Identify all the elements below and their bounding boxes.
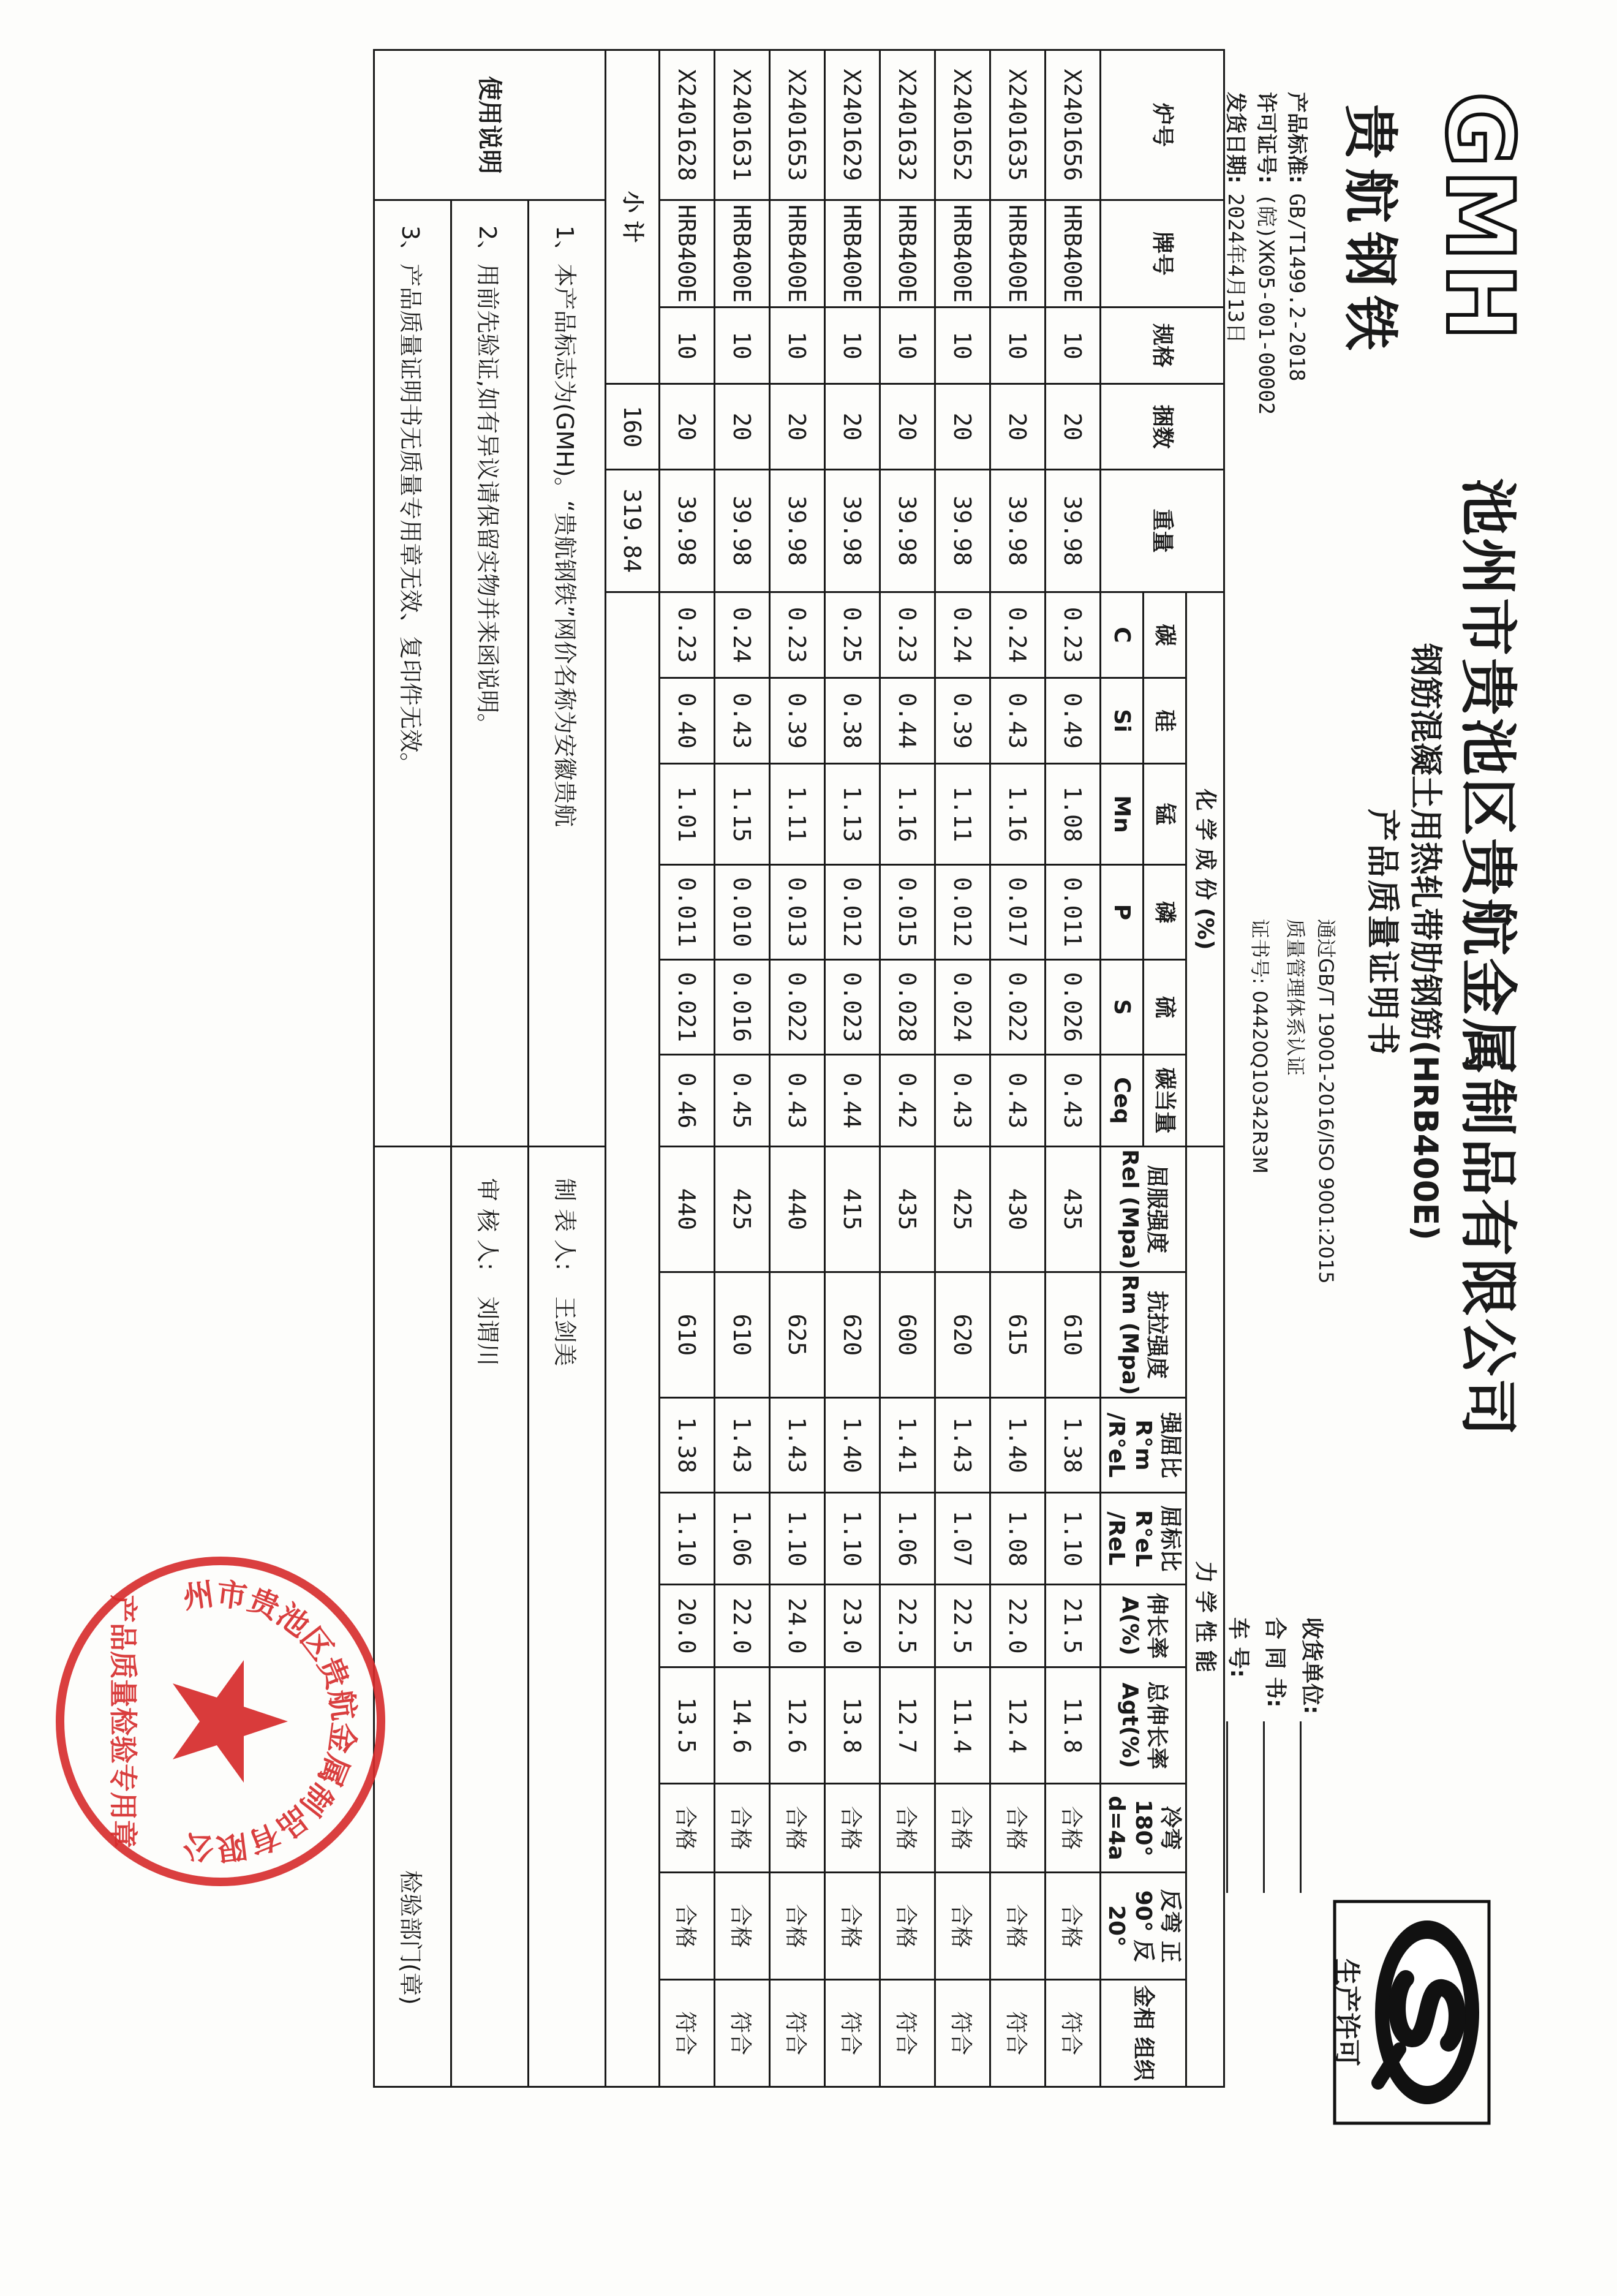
chem-sym-p: P <box>1101 865 1144 960</box>
cell-si: 0.43 <box>990 678 1046 764</box>
date-line <box>1223 92 1253 344</box>
cell-mn: 1.13 <box>825 764 880 865</box>
receiver-unit-line <box>1300 1721 1302 1893</box>
chem-cn-s: 硫 <box>1144 960 1186 1055</box>
cell-strength-ratio: 1.40 <box>825 1398 880 1493</box>
cell-yield-ratio: 1.10 <box>660 1493 715 1585</box>
cell-yield-ratio: 1.10 <box>825 1493 880 1585</box>
standard-label: 产品标准: <box>1284 92 1309 184</box>
cell-grade: HRB400E <box>715 200 770 308</box>
cell-c: 0.24 <box>715 592 770 678</box>
cell-c: 0.24 <box>935 592 990 678</box>
system-line: 质量管理体系认证 <box>1284 919 1307 1076</box>
cell-yield: 440 <box>770 1147 825 1272</box>
cell-yield-ratio: 1.10 <box>770 1493 825 1585</box>
mech-total-elongation: 总伸长率 Agt(%) <box>1101 1667 1186 1784</box>
cell-s: 0.024 <box>935 960 990 1055</box>
date-label: 发货日期: <box>1223 92 1248 184</box>
maker-line <box>529 1147 606 2087</box>
cell-yield: 415 <box>825 1147 880 1272</box>
chem-sym-ceq: Ceq <box>1101 1055 1144 1147</box>
cell-weight: 39.98 <box>935 470 990 592</box>
cell-s: 0.023 <box>825 960 880 1055</box>
cell-bundles: 20 <box>935 384 990 470</box>
note-item: 2、用前先验证,如有异议请保留实物并来函说明。 <box>451 200 529 1147</box>
cell-weight: 39.98 <box>715 470 770 592</box>
car-number-label: 车 号: <box>1226 1617 1251 1678</box>
cell-metallography: 符合 <box>880 1980 935 2087</box>
cell-total-elongation: 11.4 <box>935 1667 990 1784</box>
cell-strength-ratio: 1.38 <box>660 1398 715 1493</box>
col-weight: 重量 <box>1101 470 1224 592</box>
cell-p: 0.017 <box>990 865 1046 960</box>
cell-spec: 10 <box>1046 308 1101 384</box>
cell-ceq: 0.43 <box>935 1055 990 1147</box>
cell-yield-ratio: 1.07 <box>935 1493 990 1585</box>
cell-reverse-bend: 合格 <box>935 1873 990 1980</box>
cell-metallography: 符合 <box>990 1980 1046 2087</box>
cell-mn: 1.16 <box>990 764 1046 865</box>
cell-reverse-bend: 合格 <box>990 1873 1046 1980</box>
table-row <box>880 50 935 2087</box>
chem-cn-si: 硅 <box>1144 678 1186 764</box>
cell-ceq: 0.43 <box>770 1055 825 1147</box>
mech-yield: 屈服强度 Rel (Mpa) <box>1101 1147 1186 1272</box>
subtotal-row <box>606 50 660 2087</box>
table-row <box>715 50 770 2087</box>
col-grade: 牌号 <box>1101 200 1224 308</box>
note-item: 3、产品质量证明书无质量专用章无效、复印件无效。 <box>374 200 451 1147</box>
cell-c: 0.25 <box>825 592 880 678</box>
cell-total-elongation: 11.8 <box>1046 1667 1101 1784</box>
maker-label: 制 表 人: <box>551 1178 578 1271</box>
logo-mark: GMH <box>1426 92 1532 343</box>
cell-p: 0.010 <box>715 865 770 960</box>
cell-metallography: 符合 <box>1046 1980 1101 2087</box>
standard-line <box>1284 92 1314 382</box>
table-row <box>990 50 1046 2087</box>
cell-yield: 430 <box>990 1147 1046 1272</box>
cell-tensile: 625 <box>770 1272 825 1398</box>
license-label: 许可证号: <box>1254 92 1278 184</box>
cell-reverse-bend: 合格 <box>770 1873 825 1980</box>
table-row <box>770 50 825 2087</box>
cell-weight: 39.98 <box>880 470 935 592</box>
cert-number: 证书号: 04420Q10342R3M <box>1248 919 1272 1174</box>
inspection-stamp <box>49 1550 392 1893</box>
cell-spec: 10 <box>770 308 825 384</box>
company-name: 池州市贵池区贵航金属制品有限公司 <box>1454 478 1521 1439</box>
notes-row-2 <box>451 50 529 2087</box>
cell-grade: HRB400E <box>825 200 880 308</box>
cell-furnace-no: X2401628 <box>660 50 715 200</box>
cell-strength-ratio: 1.40 <box>990 1398 1046 1493</box>
stamp-seal-icon <box>49 1550 392 1893</box>
cell-p: 0.011 <box>1046 865 1101 960</box>
cell-metallography: 符合 <box>935 1980 990 2087</box>
cell-total-elongation: 14.6 <box>715 1667 770 1784</box>
cell-mn: 1.11 <box>935 764 990 865</box>
cell-cold-bend: 合格 <box>660 1784 715 1873</box>
contract-label: 合 同 书: <box>1262 1617 1287 1708</box>
quality-table <box>373 49 1225 2088</box>
cell-tensile: 610 <box>660 1272 715 1398</box>
cell-si: 0.39 <box>935 678 990 764</box>
cell-tensile: 610 <box>1046 1272 1101 1398</box>
product-title: 钢筋混凝土用热轧带肋钢筋(HRB400E) <box>1406 643 1445 1241</box>
cell-spec: 10 <box>990 308 1046 384</box>
subtotal-empty <box>606 592 660 2087</box>
date-value: 2024年4月13日 <box>1223 193 1248 344</box>
cell-reverse-bend: 合格 <box>880 1873 935 1980</box>
chem-cn-p: 磷 <box>1144 865 1186 960</box>
cell-ceq: 0.42 <box>880 1055 935 1147</box>
cell-mn: 1.01 <box>660 764 715 865</box>
maker-name: 王剑美 <box>551 1296 578 1367</box>
table-row <box>1046 50 1101 2087</box>
cell-total-elongation: 12.4 <box>990 1667 1046 1784</box>
contract-line <box>1263 1721 1265 1893</box>
cell-elongation: 22.0 <box>715 1585 770 1667</box>
certificate-title: 产品质量证明书 <box>1363 809 1402 1057</box>
cell-furnace-no: X2401656 <box>1046 50 1101 200</box>
chem-cn-ceq: 碳当量 <box>1144 1055 1186 1147</box>
car-number-line <box>1226 1721 1228 1893</box>
inspection-dept-label: 检验部门(章) <box>397 1870 424 2005</box>
cell-metallography: 符合 <box>770 1980 825 2087</box>
cell-bundles: 20 <box>660 384 715 470</box>
cell-furnace-no: X2401631 <box>715 50 770 200</box>
cell-cold-bend: 合格 <box>825 1784 880 1873</box>
cell-si: 0.39 <box>770 678 825 764</box>
cell-mn: 1.15 <box>715 764 770 865</box>
cell-reverse-bend: 合格 <box>825 1873 880 1980</box>
cell-si: 0.40 <box>660 678 715 764</box>
cell-p: 0.015 <box>880 865 935 960</box>
cell-elongation: 22.0 <box>990 1585 1046 1667</box>
cell-cold-bend: 合格 <box>715 1784 770 1873</box>
cell-cold-bend: 合格 <box>770 1784 825 1873</box>
cell-grade: HRB400E <box>660 200 715 308</box>
cell-c: 0.23 <box>660 592 715 678</box>
cell-cold-bend: 合格 <box>990 1784 1046 1873</box>
cell-s: 0.026 <box>1046 960 1101 1055</box>
cell-mn: 1.08 <box>1046 764 1101 865</box>
qs-license-logo <box>1332 1899 1491 2126</box>
cell-s: 0.028 <box>880 960 935 1055</box>
cell-bundles: 20 <box>990 384 1046 470</box>
chem-cn-c: 碳 <box>1144 592 1186 678</box>
cell-elongation: 22.5 <box>935 1585 990 1667</box>
cell-yield: 435 <box>1046 1147 1101 1272</box>
cell-si: 0.43 <box>715 678 770 764</box>
cell-grade: HRB400E <box>1046 200 1101 308</box>
cell-tensile: 600 <box>880 1272 935 1398</box>
stamp-bottom-text: 产品质量检验专用章 <box>107 1595 140 1848</box>
col-bundles: 捆数 <box>1101 384 1224 470</box>
license-value: (皖)XK05-001-00002 <box>1254 193 1278 415</box>
cell-si: 0.44 <box>880 678 935 764</box>
cell-grade: HRB400E <box>990 200 1046 308</box>
cell-yield-ratio: 1.08 <box>990 1493 1046 1585</box>
table-row <box>825 50 880 2087</box>
cell-yield: 440 <box>660 1147 715 1272</box>
cell-strength-ratio: 1.43 <box>935 1398 990 1493</box>
mech-reverse-bend: 反弯 正90° 反20° <box>1101 1873 1186 1980</box>
cell-yield-ratio: 1.06 <box>880 1493 935 1585</box>
checker-name: 刘谓川 <box>474 1296 501 1367</box>
mech-tensile: 抗拉强度 Rm (Mpa) <box>1101 1272 1186 1398</box>
company-logo <box>1329 92 1532 435</box>
cell-yield-ratio: 1.06 <box>715 1493 770 1585</box>
cell-weight: 39.98 <box>660 470 715 592</box>
cell-si: 0.49 <box>1046 678 1101 764</box>
cell-grade: HRB400E <box>770 200 825 308</box>
col-spec: 规格 <box>1101 308 1224 384</box>
cell-elongation: 23.0 <box>825 1585 880 1667</box>
cell-grade: HRB400E <box>880 200 935 308</box>
cell-tensile: 620 <box>935 1272 990 1398</box>
cell-bundles: 20 <box>825 384 880 470</box>
cell-si: 0.38 <box>825 678 880 764</box>
cell-mn: 1.11 <box>770 764 825 865</box>
cell-strength-ratio: 1.43 <box>770 1398 825 1493</box>
data-rows <box>660 50 1101 2087</box>
chem-sym-c: C <box>1101 592 1144 678</box>
cell-p: 0.013 <box>770 865 825 960</box>
cell-cold-bend: 合格 <box>1046 1784 1101 1873</box>
cell-ceq: 0.44 <box>825 1055 880 1147</box>
chem-cn-mn: 锰 <box>1144 764 1186 865</box>
cell-furnace-no: X2401632 <box>880 50 935 200</box>
mech-elongation: 伸长率 A(%) <box>1101 1585 1186 1667</box>
cell-yield: 435 <box>880 1147 935 1272</box>
cell-grade: HRB400E <box>935 200 990 308</box>
cell-cold-bend: 合格 <box>935 1784 990 1873</box>
cell-total-elongation: 13.5 <box>660 1667 715 1784</box>
cell-bundles: 20 <box>770 384 825 470</box>
cell-weight: 39.98 <box>1046 470 1101 592</box>
col-chem-group: 化 学 成 份 (%) <box>1186 592 1224 1147</box>
cell-spec: 10 <box>715 308 770 384</box>
cell-bundles: 20 <box>880 384 935 470</box>
cell-spec: 10 <box>660 308 715 384</box>
cell-furnace-no: X2401629 <box>825 50 880 200</box>
cell-elongation: 20.0 <box>660 1585 715 1667</box>
cell-furnace-no: X2401653 <box>770 50 825 200</box>
cell-furnace-no: X2401652 <box>935 50 990 200</box>
license-line <box>1253 92 1283 415</box>
cell-p: 0.012 <box>935 865 990 960</box>
cell-metallography: 符合 <box>660 1980 715 2087</box>
notes-label: 使用说明 <box>374 50 606 200</box>
cell-tensile: 615 <box>990 1272 1046 1398</box>
cell-bundles: 20 <box>715 384 770 470</box>
mech-yield-ratio: 屈标比 R°eL /ReL <box>1101 1493 1186 1585</box>
cell-cold-bend: 合格 <box>880 1784 935 1873</box>
cell-strength-ratio: 1.43 <box>715 1398 770 1493</box>
cell-spec: 10 <box>880 308 935 384</box>
cell-s: 0.022 <box>990 960 1046 1055</box>
cell-mn: 1.16 <box>880 764 935 865</box>
cell-reverse-bend: 合格 <box>1046 1873 1101 1980</box>
mech-metallography: 金相 组织 <box>1101 1980 1186 2087</box>
cell-ceq: 0.43 <box>990 1055 1046 1147</box>
cell-ceq: 0.43 <box>1046 1055 1101 1147</box>
cell-s: 0.021 <box>660 960 715 1055</box>
cell-reverse-bend: 合格 <box>660 1873 715 1980</box>
cell-bundles: 20 <box>1046 384 1101 470</box>
stamp-ring-text: 州市贵池区贵航金属制品有限公 <box>181 1576 362 1867</box>
cell-elongation: 24.0 <box>770 1585 825 1667</box>
qs-text: 生产许可 <box>1331 1958 1362 2066</box>
cell-elongation: 21.5 <box>1046 1585 1101 1667</box>
chem-sym-si: Si <box>1101 678 1144 764</box>
cell-yield: 425 <box>935 1147 990 1272</box>
chem-sym-s: S <box>1101 960 1144 1055</box>
chem-sym-mn: Mn <box>1101 764 1144 865</box>
cell-ceq: 0.46 <box>660 1055 715 1147</box>
table-row <box>935 50 990 2087</box>
checker-label: 审 核 人: <box>474 1178 501 1271</box>
cell-total-elongation: 12.7 <box>880 1667 935 1784</box>
subtotal-label: 小 计 <box>606 50 660 384</box>
cell-p: 0.012 <box>825 865 880 960</box>
standard-value: GB/T1499.2-2018 <box>1284 193 1309 382</box>
cell-weight: 39.98 <box>825 470 880 592</box>
cell-yield: 425 <box>715 1147 770 1272</box>
cell-tensile: 610 <box>715 1272 770 1398</box>
cell-c: 0.23 <box>880 592 935 678</box>
cell-yield-ratio: 1.10 <box>1046 1493 1101 1585</box>
cell-c: 0.23 <box>1046 592 1101 678</box>
cell-spec: 10 <box>935 308 990 384</box>
cell-reverse-bend: 合格 <box>715 1873 770 1980</box>
logo-name: 贵航钢铁 <box>1338 104 1402 359</box>
mech-strength-ratio: 强屈比 R°m /R°eL <box>1101 1398 1186 1493</box>
cell-elongation: 22.5 <box>880 1585 935 1667</box>
cell-spec: 10 <box>825 308 880 384</box>
cell-strength-ratio: 1.41 <box>880 1398 935 1493</box>
cell-weight: 39.98 <box>990 470 1046 592</box>
mech-cold-bend: 冷弯 180° d=4a <box>1101 1784 1186 1873</box>
cell-ceq: 0.45 <box>715 1055 770 1147</box>
cell-metallography: 符合 <box>825 1980 880 2087</box>
cell-s: 0.016 <box>715 960 770 1055</box>
subtotal-bundles: 160 <box>606 384 660 470</box>
cell-weight: 39.98 <box>770 470 825 592</box>
cell-total-elongation: 12.6 <box>770 1667 825 1784</box>
cell-metallography: 符合 <box>715 1980 770 2087</box>
col-furnace: 炉号 <box>1101 50 1224 200</box>
cell-tensile: 620 <box>825 1272 880 1398</box>
table-row <box>660 50 715 2087</box>
col-mech-group: 力 学 性 能 <box>1186 1147 1224 2087</box>
header-row-1 <box>1186 50 1224 2087</box>
receiver-unit-label: 收货单位: <box>1299 1617 1324 1715</box>
subtotal-weight: 319.84 <box>606 470 660 592</box>
cell-s: 0.022 <box>770 960 825 1055</box>
cell-furnace-no: X2401635 <box>990 50 1046 200</box>
cell-c: 0.23 <box>770 592 825 678</box>
notes-row-1 <box>529 50 606 2087</box>
cell-p: 0.011 <box>660 865 715 960</box>
iso-line: 通过GB/T 19001-2016/ISO 9001:2015 <box>1314 919 1338 1284</box>
checker-line <box>451 1147 529 2087</box>
note-item: 1、本产品标志为(GMH)。“贵航钢铁”网价名称为安徽贵航 <box>529 200 606 1147</box>
cell-c: 0.24 <box>990 592 1046 678</box>
cell-strength-ratio: 1.38 <box>1046 1398 1101 1493</box>
cell-total-elongation: 13.8 <box>825 1667 880 1784</box>
